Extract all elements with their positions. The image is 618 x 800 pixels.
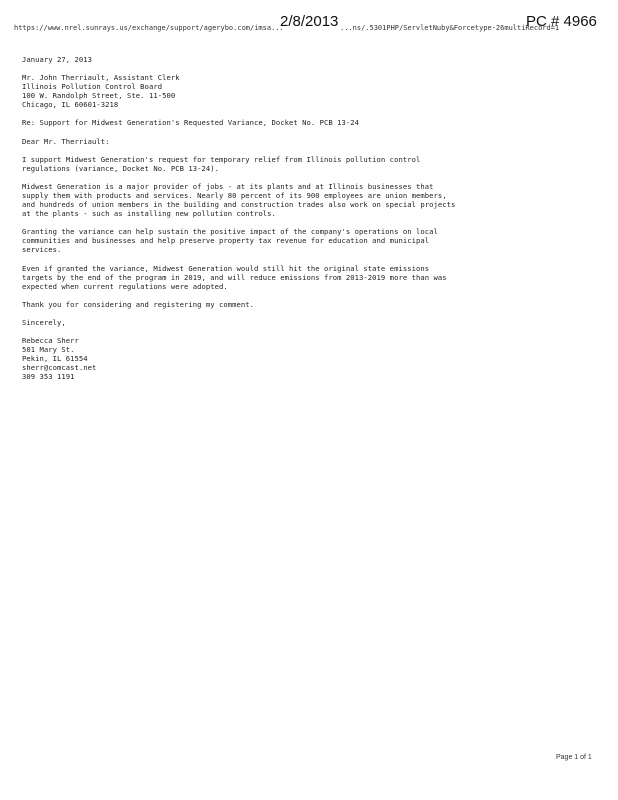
paragraph-4 [22, 264, 602, 291]
signature-phone: 309 353 1191 [22, 372, 75, 382]
paragraph-line: supply them with products and services. Nearly 80 percent of its 900 employees are union members, [22, 190, 447, 200]
spacer [22, 255, 602, 264]
spacer [22, 173, 602, 182]
recipient-block [22, 73, 602, 109]
spacer [22, 128, 602, 137]
signature-address: 501 Mary St. [22, 345, 75, 355]
spacer [22, 309, 602, 318]
spacer [22, 64, 602, 73]
paragraph-line: Even if granted the variance, Midwest Generation would still hit the original state emissions [22, 263, 430, 273]
recipient-line: Mr. John Therriault, Assistant Clerk [22, 73, 180, 83]
closing: Sincerely, [22, 317, 66, 327]
spacer [22, 218, 602, 227]
signature-name: Rebecca Sherr [22, 335, 79, 345]
letter-body [22, 55, 602, 381]
recipient-line: Illinois Pollution Control Board [22, 82, 163, 92]
thanks-line: Thank you for considering and registering my comment. [22, 299, 254, 309]
paragraph-line: at the plants - such as installing new pollution controls. [22, 209, 276, 219]
header-url: https://www.nrel.sunrays.us/exchange/support/agerybo.com/imsa... [14, 24, 284, 32]
spacer [22, 327, 602, 336]
paragraph-2 [22, 182, 602, 218]
paragraph-line: expected when current regulations were adopted. [22, 281, 228, 291]
paragraph-line: Granting the variance can help sustain the positive impact of the company's operations on local [22, 227, 438, 237]
paragraph-line: services. [22, 245, 62, 255]
public-comment-number-stamp: PC # 4966 [526, 13, 597, 30]
salutation: Dear Mr. Therriault: [22, 136, 110, 146]
paragraph-line: Midwest Generation is a major provider of jobs - at its plants and at Illinois businesses that [22, 181, 434, 191]
paragraph-3 [22, 227, 602, 254]
paragraph-line: regulations (variance, Docket No. PCB 13-24). [22, 163, 219, 173]
subject-line: Re: Support for Midwest Generation's Requested Variance, Docket No. PCB 13-24 [22, 118, 360, 128]
page-number: Page 1 of 1 [556, 754, 592, 761]
spacer [22, 291, 602, 300]
recipient-line: Chicago, IL 60601-3218 [22, 100, 119, 110]
paragraph-line: I support Midwest Generation's request for temporary relief from Illinois pollution control [22, 154, 421, 164]
recipient-line: 100 W. Randolph Street, Ste. 11-500 [22, 91, 176, 101]
paragraph-line: and hundreds of union members in the building and construction trades also work on special projects [22, 200, 456, 210]
signature-email: sherr@comcast.net [22, 363, 97, 373]
signature-city: Pekin, IL 61554 [22, 354, 88, 364]
paragraph-line: targets by the end of the program in 2019, and will reduce emissions from 2013-2019 more than was [22, 272, 447, 282]
signature-block [22, 336, 602, 381]
spacer [22, 109, 602, 118]
paragraph-line: communities and businesses and help preserve property tax revenue for education and municipal [22, 236, 430, 246]
received-date-stamp: 2/8/2013 [280, 13, 339, 30]
header-url-tail: ...ns/.5301PHP/ServletNuby&Forcetype-26multiRecord=1 [340, 24, 560, 32]
spacer [22, 146, 602, 155]
letter-date: January 27, 2013 [22, 55, 93, 64]
paragraph-1 [22, 155, 602, 173]
